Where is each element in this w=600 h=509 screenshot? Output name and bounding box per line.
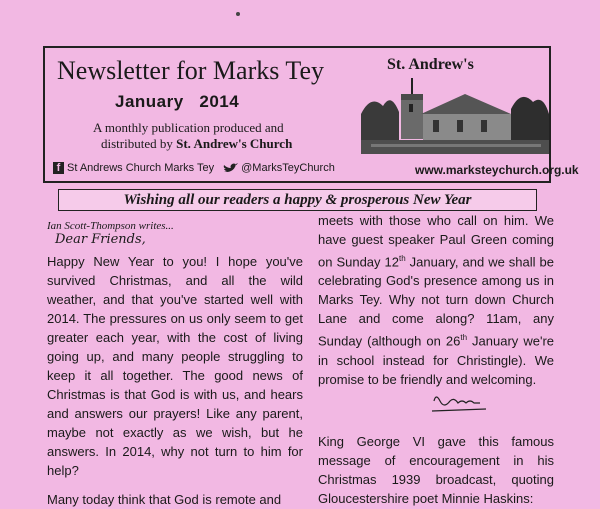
masthead: [43, 46, 579, 183]
handwritten-signature: [430, 389, 490, 417]
church-name-inline: St. Andrew's Church: [176, 136, 293, 151]
new-year-banner: Wishing all our readers a happy & prosperous New Year: [58, 189, 537, 211]
author-line: Ian Scott-Thompson writes...: [47, 220, 174, 232]
facebook-icon: f: [53, 162, 64, 174]
twitter-bird-icon: [222, 162, 238, 174]
church-photo-caption: St. Andrew's: [387, 56, 474, 73]
letter-paragraph-1: Happy New Year to you! I hope you've survived Christmas, and all the wild weather, and that you've started well with 2014. The pressures on us only seem to get greater each year, with the cost of living going up, and many people struggling to keep it all together. The good news of Christmas is that God is with us, and hears and answers our prayers! Like any parent, maybe not exactly as we wish, but he answers. In 2014, why not turn to him for help?: [47, 254, 303, 478]
para3-part-b: January, and we shall be celebrating God's presence among us in Marks Tey. Why not turn down Church Lane and come along? 11am, any Sunday (although on 26: [318, 254, 554, 349]
facebook-handle: St Andrews Church Marks Tey: [67, 162, 215, 174]
twitter-handle: @MarksTeyChurch: [241, 162, 335, 174]
issue-date: January 2014: [115, 92, 240, 111]
subtitle-prefix: distributed by: [101, 136, 177, 151]
subtitle-line-1: A monthly publication produced and: [93, 120, 284, 135]
letter-greeting: Dear Friends,: [55, 232, 146, 247]
letter-paragraph-3: [318, 211, 554, 389]
subtitle-line-2: [101, 136, 292, 152]
ordinal-suffix: th: [460, 333, 468, 343]
para3-part-a: meets with those who call on him. We have guest speaker Paul Green coming on Sunday 12: [318, 213, 554, 270]
social-links: [53, 162, 335, 174]
letter-left-column: [47, 220, 303, 509]
website-url: www.marksteychurch.org.uk: [415, 163, 579, 177]
letter-paragraph-2: Many today think that God is remote and: [47, 492, 282, 507]
para3-part-c: January we're in school instead for Christingle). We promise to be friendly and welcoming.: [318, 333, 554, 387]
paper-speck: [236, 12, 240, 16]
church-photo: [361, 74, 549, 154]
letter-right-column: [318, 211, 554, 508]
newsletter-title: Newsletter for Marks Tey: [57, 56, 325, 85]
ordinal-suffix: th: [398, 254, 406, 263]
letter-paragraph-4: King George VI gave this famous message of encouragement in his Christmas 1939 broadcast, quoting Gloucestershire poet Minnie Haskins:: [318, 433, 554, 506]
